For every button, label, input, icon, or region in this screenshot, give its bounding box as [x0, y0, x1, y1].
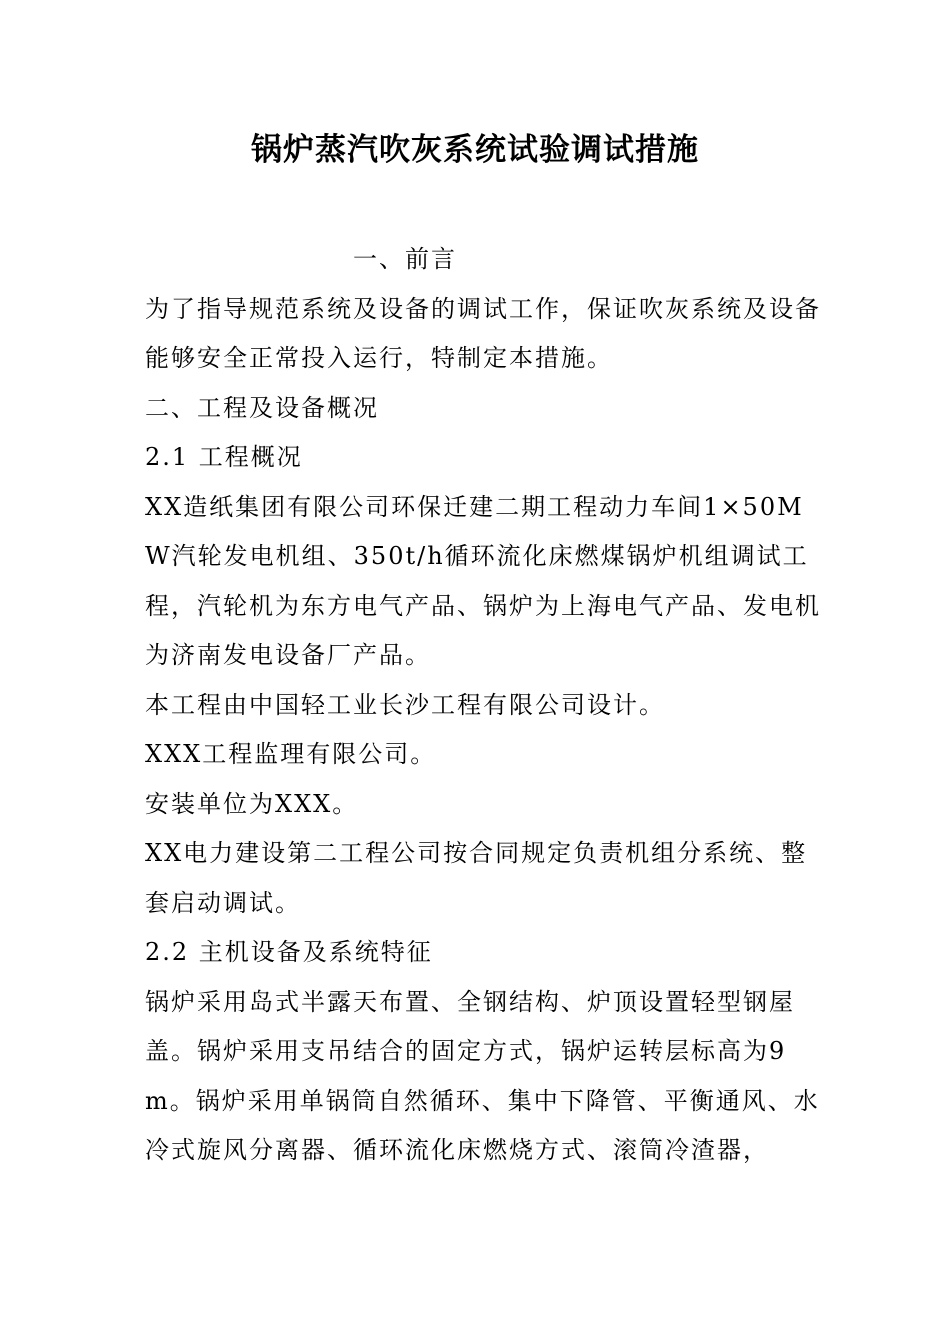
paragraph-commissioning: XX电力建设第二工程公司按合同规定负责机组分系统、整套启动调试。: [145, 839, 808, 917]
paragraph-project-description: XX造纸集团有限公司环保迁建二期工程动力车间1×50MW汽轮发电机组、350t/h循环流化床燃煤锅炉机组调试工程，汽轮机为东方电气产品、锅炉为上海电气产品、发电机为济南发电设备厂产品。: [145, 492, 821, 669]
document-body: [145, 235, 825, 1176]
section-heading-preface: 一、前言: [353, 245, 457, 273]
paragraph-boiler-description: 锅炉采用岛式半露天布置、全钢结构、炉顶设置轻型钢屋盖。锅炉采用支吊结合的固定方式，锅炉运转层标高为9m。锅炉采用单锅筒自然循环、集中下降管、平衡通风、水冷式旋风分离器、循环流化床燃烧方式、滚筒冷渣器，: [145, 987, 820, 1164]
section-heading-overview: 二、工程及设备概况: [145, 393, 379, 422]
subsection-heading-project: 2.1 工程概况: [145, 443, 303, 471]
paragraph-supervisor: XXX工程监理有限公司。: [145, 740, 437, 768]
subsection-heading-equipment: 2.2 主机设备及系统特征: [145, 938, 433, 966]
paragraph-designer: 本工程由中国轻工业长沙工程有限公司设计。: [145, 690, 665, 719]
paragraph-purpose: 为了指导规范系统及设备的调试工作，保证吹灰系统及设备能够安全正常投入运行，特制定本措施。: [145, 294, 821, 372]
paragraph-installer: 安装单位为XXX。: [145, 789, 359, 818]
document-title: 锅炉蒸汽吹灰系统试验调试措施: [251, 132, 699, 168]
